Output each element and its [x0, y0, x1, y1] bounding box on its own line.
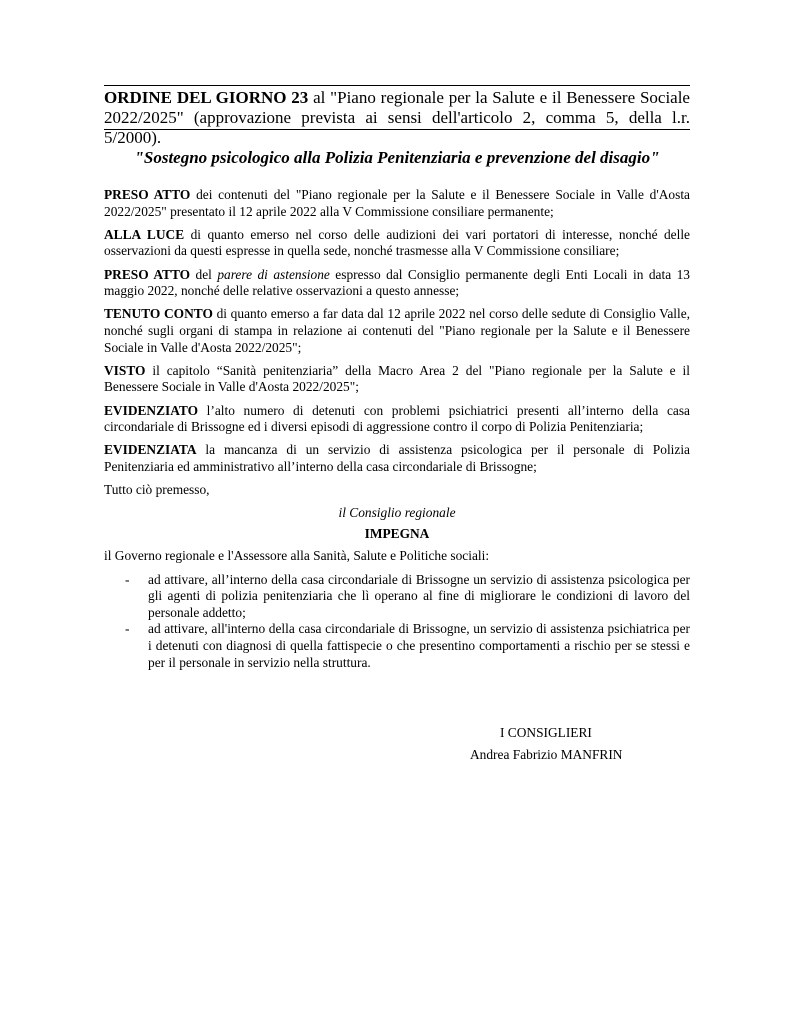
- document-subtitle: "Sostegno psicologico alla Polizia Penitenziaria e prevenzione del disagio": [134, 148, 660, 167]
- paragraph-keyword: EVIDENZIATA: [104, 442, 197, 458]
- paragraph-keyword: TENUTO CONTO: [104, 306, 213, 322]
- paragraph-text: di quanto emerso nel corso delle audizioni dei vari portatori di interesse, nonché delle osservazioni da questi espresse in quella sede, nonché trasmesse alla V Commissione consiliare;: [104, 226, 691, 259]
- signature-name: Andrea Fabrizio MANFRIN: [470, 747, 623, 762]
- paragraph-italic: parere di astensione: [217, 266, 330, 282]
- paragraph: [104, 267, 690, 300]
- premise-text: Tutto ciò premesso,: [104, 482, 210, 498]
- signature-block: [470, 722, 700, 766]
- title-bold: ORDINE DEL GIORNO 23: [104, 88, 309, 107]
- paragraph-keyword: ALLA LUCE: [104, 226, 185, 242]
- paragraph-keyword: VISTO: [104, 362, 146, 378]
- commitments-list: [104, 572, 690, 672]
- paragraph: [104, 306, 690, 356]
- paragraph: [104, 187, 690, 220]
- paragraph-text: espresso dal Consiglio permanente degli Enti Locali in data 13 maggio 2022, nonché delle relative osservazioni a questo annesse;: [104, 266, 690, 299]
- list-dash: -: [125, 571, 130, 587]
- paragraph: [104, 227, 690, 260]
- bottom-rule: [104, 129, 690, 130]
- title-rest: al "Piano regionale per la Salute e il Benessere Sociale 2022/2025" (approvazione prevista ai sensi dell'articolo 2, comma 5, della l.r. 5/2000).: [104, 88, 690, 147]
- paragraph: [104, 442, 690, 475]
- paragraph-text: dei contenuti del "Piano regionale per la Salute e il Benessere Sociale in Valle d'Aosta 2022/2025" presentato il 12 aprile 2022 alla V Commissione consiliare permanente;: [104, 187, 690, 219]
- addressee-text: il Governo regionale e l'Assessore alla Sanità, Salute e Politiche sociali:: [104, 548, 490, 564]
- list-item: [104, 621, 690, 671]
- paragraph-text: l’alto numero di detenuti con problemi psichiatrici presenti all’interno della casa circondariale di Brissogne ed i diversi episodi di aggressione contro il corpo di Polizia Penitenziaria;: [104, 402, 690, 435]
- paragraph-keyword: PRESO ATTO: [104, 187, 191, 202]
- list-dash: -: [125, 621, 130, 637]
- document-title: [104, 88, 690, 148]
- list-item-text: ad attivare, all'interno della casa circondariale di Brissogne, un servizio di assistenza psichiatrica per i detenuti con diagnosi di quella fattispecie o che presentino comportamenti a rischio per se stessi e per il personale in servizio nella struttura.: [148, 621, 690, 670]
- document-body: [104, 187, 690, 671]
- paragraph-keyword: PRESO ATTO: [104, 266, 191, 282]
- top-rule: [104, 85, 690, 86]
- council-label: il Consiglio regionale: [338, 505, 456, 521]
- commits-heading: IMPEGNA: [364, 525, 430, 541]
- list-item: [104, 572, 690, 622]
- list-item-text: ad attivare, all’interno della casa circondariale di Brissogne un servizio di assistenza psicologica per gli agenti di polizia penitenziaria che lì operano al fine di migliorare le condizioni di lavoro del personale addetto;: [148, 571, 690, 620]
- paragraph-text: il capitolo “Sanità penitenziaria” della Macro Area 2 del "Piano regionale per la Salute e il Benessere Sociale in Valle d'Aosta 2022/2025";: [104, 362, 690, 395]
- paragraph-text: la mancanza di un servizio di assistenza psicologica per il personale di Polizia Penitenziaria ed amministrativo all’interno della casa circondariale di Brissogne;: [104, 442, 690, 474]
- signature-role: I CONSIGLIERI: [500, 725, 592, 740]
- paragraph: [104, 403, 690, 436]
- paragraph-keyword: EVIDENZIATO: [104, 402, 199, 418]
- paragraph: [104, 363, 690, 396]
- paragraph-text: di quanto emerso a far data dal 12 aprile 2022 nel corso delle sedute di Consiglio Valle, nonché sugli organi di stampa in relazione ai contenuti del "Piano regionale per la Salute e il Benessere Sociale in Valle d'Aosta 2022/2025";: [104, 306, 690, 355]
- paragraph-pre: del: [190, 266, 218, 282]
